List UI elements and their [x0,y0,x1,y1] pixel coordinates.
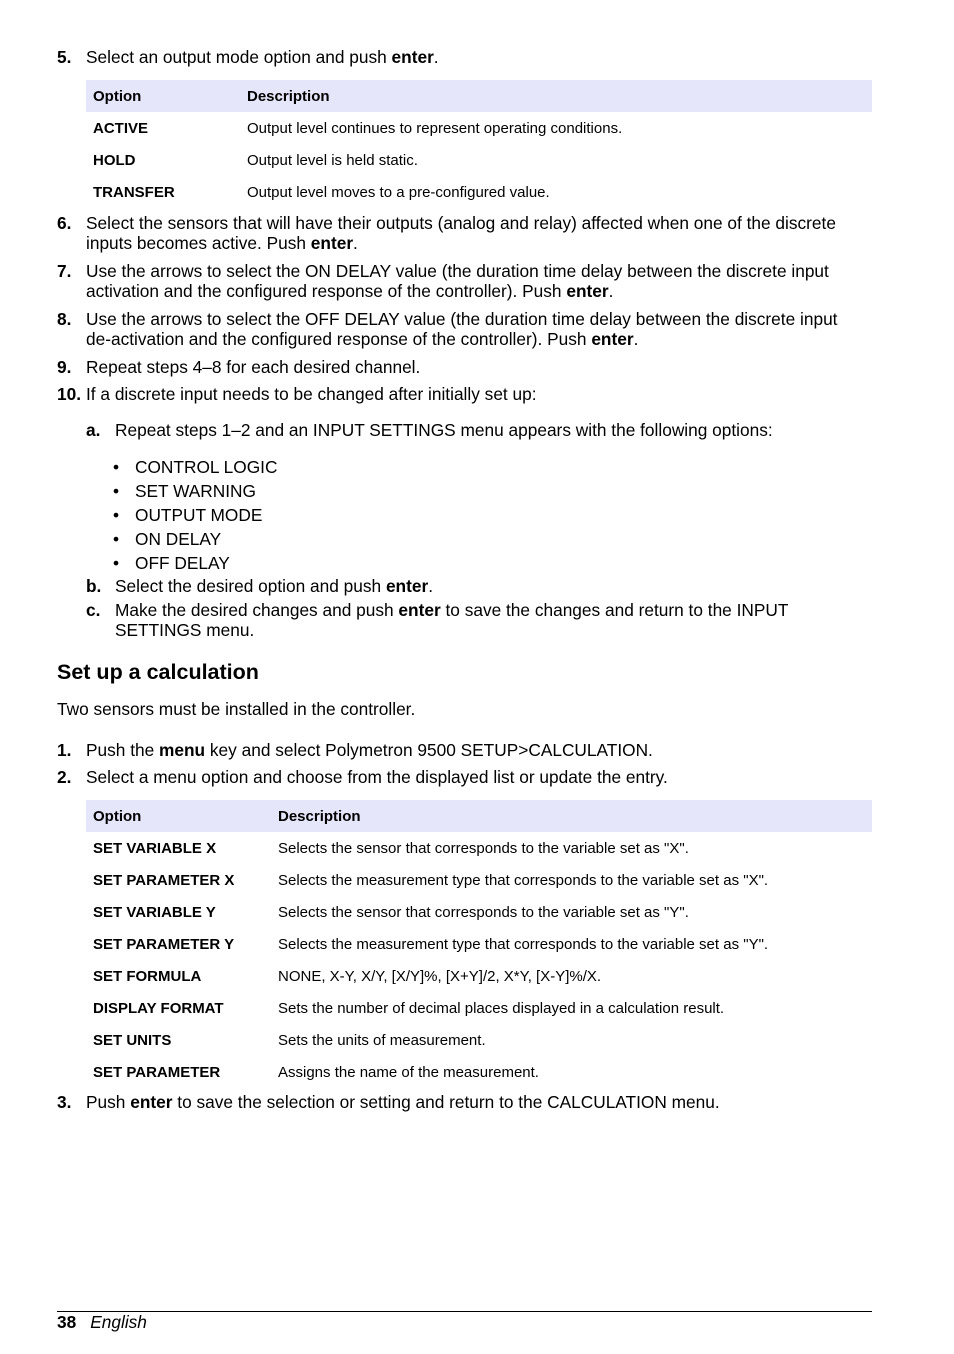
description-cell: Sets the units of measurement. [278,1031,486,1049]
option-cell: SET PARAMETER [93,1063,221,1081]
step-number: 10. [57,384,82,404]
option-cell: ACTIVE [93,119,149,137]
option-cell: SET PARAMETER X [93,871,235,889]
table-row [86,864,872,896]
table-row [86,960,872,992]
description-cell: Output level is held static. [247,151,418,169]
step-number: 3. [57,1092,72,1112]
page-number: 38 [57,1312,77,1332]
step-text: Use the arrows to select the OFF DELAY value (the duration time delay between the discrete input de-activation and the configured response of the controller). Push enter. [86,309,838,349]
table-row [86,1024,872,1056]
page-footer [57,1312,147,1333]
step-number: 5. [57,47,72,67]
step-number: 8. [57,309,72,329]
list-item: • OFF DELAY [113,551,277,575]
option-cell: SET VARIABLE X [93,839,217,857]
table-row [86,1056,872,1088]
option-cell: HOLD [93,151,136,169]
step-number: 2. [57,767,72,787]
column-header-description: Description [271,800,872,832]
output-mode-table [86,80,872,208]
description-cell: Selects the sensor that corresponds to the variable set as "Y". [278,903,689,921]
input-settings-options-list [113,455,277,575]
list-item: • OUTPUT MODE [113,503,277,527]
step-text: Use the arrows to select the ON DELAY value (the duration time delay between the discrete input activation and the configured response of the controller). Push enter. [86,261,829,301]
step-number: 9. [57,357,72,377]
step-text: If a discrete input needs to be changed after initially set up: [86,384,537,404]
list-item: • SET WARNING [113,479,277,503]
option-cell: SET FORMULA [93,967,202,985]
intro-paragraph: Two sensors must be installed in the controller. [57,699,416,719]
option-cell: SET PARAMETER Y [93,935,235,953]
step-number: 1. [57,740,72,760]
step-number: 7. [57,261,72,281]
substep-text: Select the desired option and push enter. [115,576,434,596]
substep-text: Make the desired changes and push enter to save the changes and return to the INPUT SETTINGS menu. [115,600,789,640]
column-header-option: Option [86,800,271,832]
description-cell: Output level continues to represent operating conditions. [247,119,623,137]
step-text: Push enter to save the selection or setting and return to the CALCULATION menu. [86,1092,720,1112]
description-cell: Output level moves to a pre-configured value. [247,183,550,201]
description-cell: NONE, X-Y, X/Y, [X/Y]%, [X+Y]/2, X*Y, [X-Y]%/X. [278,967,602,985]
table-header-row [86,80,872,112]
substep-letter: b. [86,576,102,596]
substep-letter: c. [86,600,101,620]
substep-letter: a. [86,420,101,440]
option-cell: SET UNITS [93,1031,172,1049]
table-row [86,928,872,960]
description-cell: Selects the measurement type that corresponds to the variable set as "X". [278,871,769,889]
description-cell: Assigns the name of the measurement. [278,1063,539,1081]
substep-text: Repeat steps 1–2 and an INPUT SETTINGS menu appears with the following options: [115,420,773,440]
column-header-description: Description [240,80,872,112]
step-text: Select a menu option and choose from the displayed list or update the entry. [86,767,668,787]
table-row [86,992,872,1024]
table-row [86,896,872,928]
table-row [86,832,872,864]
step-text: Repeat steps 4–8 for each desired channel. [86,357,421,377]
table-row [86,112,872,144]
section-title: Set up a calculation [57,660,259,684]
option-cell: SET VARIABLE Y [93,903,216,921]
list-item: • ON DELAY [113,527,277,551]
description-cell: Selects the sensor that corresponds to the variable set as "X". [278,839,689,857]
step-number: 6. [57,213,72,233]
option-cell: TRANSFER [93,183,175,201]
option-cell: DISPLAY FORMAT [93,999,224,1017]
column-header-option: Option [86,80,240,112]
step-text: Select the sensors that will have their outputs (analog and relay) affected when one of the discrete inputs becomes active. Push enter. [86,213,836,253]
description-cell: Sets the number of decimal places displayed in a calculation result. [278,999,725,1017]
footer-rule [57,1311,872,1312]
description-cell: Selects the measurement type that corresponds to the variable set as "Y". [278,935,769,953]
table-row [86,176,872,208]
footer-language: English [90,1312,147,1332]
table-row [86,144,872,176]
step-text: Select an output mode option and push enter. [86,47,439,67]
step-text: Push the menu key and select Polymetron 9500 SETUP>CALCULATION. [86,740,653,760]
calculation-options-table [86,800,872,1088]
list-item: • CONTROL LOGIC [113,455,277,479]
table-header-row [86,800,872,832]
